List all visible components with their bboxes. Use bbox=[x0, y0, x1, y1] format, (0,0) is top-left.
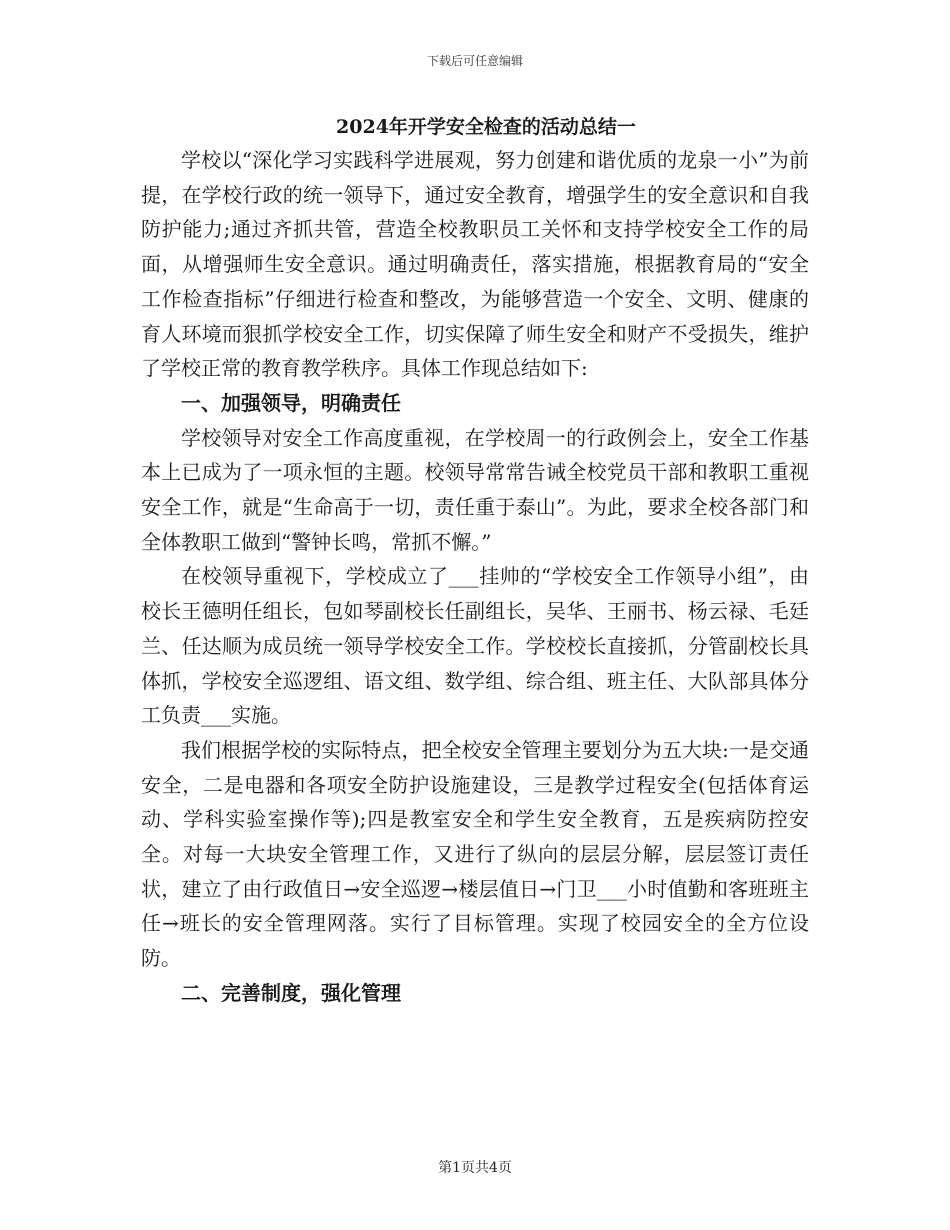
paragraph-intro: 学校以“深化学习实践科学进展观，努力创建和谐优质的龙泉一小”为前提，在学校行政的统一领导下，通过安全教育，增强学生的安全意识和自我防护能力;通过齐抓共管，营造全校教职员工关怀和支持学校安全工作的局面，从增强师生安全意识。通过明确责任，落实措施，根据教育局的“安全工作检查指标”仔细进行检查和整改，为能够营造一个安全、文明、健康的育人环境而狠抓学校安全工作，切实保障了师生安全和财产不受损失，维护了学校正常的教育教学秩序。具体工作现总结如下: bbox=[141, 148, 809, 381]
paragraph-five-blocks: 我们根据学校的实际特点，把全校安全管理主要划分为五大块:一是交通安全，二是电器和各项安全防护设施建设，三是教学过程安全(包括体育运动、学科实验室操作等);四是教室安全和学生安全教育，五是疾病防控安全。对每一大块安全管理工作，又进行了纵向的层层分解，层层签订责任状，建立了由行政值日→安全巡逻→楼层值日→门卫___小时值勤和客班班主任→班长的安全管理网落。实行了目标管理。实现了校园安全的全方位设防。 bbox=[141, 737, 809, 971]
document-body bbox=[141, 112, 809, 1011]
section-heading-1: 一、加强领导，明确责任 bbox=[181, 390, 401, 415]
section-heading-2: 二、完善制度，强化管理 bbox=[181, 980, 401, 1005]
paragraph-leadership: 学校领导对安全工作高度重视，在学校周一的行政例会上，安全工作基本上已成为了一项永恒的主题。校领导常常告诫全校党员干部和教职工重视安全工作，就是“生命高于一切，责任重于泰山”。为此，要求全校各部门和全体教职工做到“警钟长鸣，常抓不懈。” bbox=[141, 425, 809, 554]
page-footer: 第1页共4页 bbox=[438, 1160, 512, 1176]
document-title: 2024年开学安全检查的活动总结一 bbox=[336, 116, 636, 138]
header-note: 下载后可任意编辑 bbox=[426, 54, 523, 68]
paragraph-safety-group: 在校领导重视下，学校成立了___挂帅的“学校安全工作领导小组”，由校长王德明任组长，包如琴副校长任副组长，吴华、王丽书、杨云禄、毛廷兰、任达顺为成员统一领导学校安全工作。学校校长直接抓，分管副校长具体抓，学校安全巡逻组、语文组、数学组、综合组、班主任、大队部具体分工负责___实施。 bbox=[141, 564, 809, 728]
